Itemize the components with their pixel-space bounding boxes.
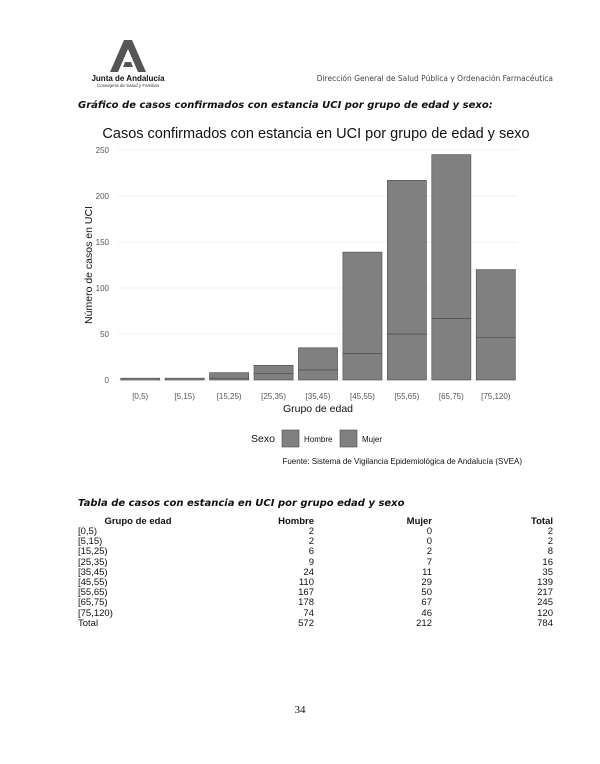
x-tick-label: [45,55) — [349, 392, 375, 401]
cell-total: 8 — [547, 546, 553, 558]
table-row — [78, 568, 553, 578]
table-row — [78, 527, 553, 537]
bar-hombre — [254, 365, 293, 373]
bar-hombre — [298, 348, 337, 370]
cell-male: 74 — [303, 607, 314, 619]
x-tick-label: [0,5) — [132, 392, 149, 401]
cell-female: 212 — [416, 617, 432, 629]
y-tick-label: 100 — [95, 284, 109, 293]
table-total-row — [78, 619, 553, 629]
table-row — [78, 609, 553, 619]
cell-male: 167 — [298, 587, 314, 599]
cell-age-group: [0,5) — [78, 526, 98, 537]
y-tick-label: 250 — [95, 146, 109, 155]
cell-female: 11 — [422, 566, 432, 578]
col-header-male: Hombre — [278, 516, 314, 527]
cell-age-group: [75,120) — [78, 607, 113, 619]
page-number: 34 — [294, 704, 306, 716]
col-header-age-group: Grupo de edad — [104, 516, 172, 527]
chart-section-title: Gráfico de casos confirmados con estancia UCI por grupo de edad y sexo: — [78, 100, 493, 111]
x-tick-label: [55,65) — [394, 392, 420, 401]
bar-mujer — [298, 370, 337, 380]
cell-age-group: [35,45) — [78, 566, 108, 578]
cell-age-group: [15,25) — [78, 546, 108, 558]
cell-age-group: [25,35) — [78, 556, 108, 568]
bar-hombre — [165, 378, 204, 380]
x-tick-label: [5,15) — [174, 392, 195, 401]
cell-male: 2 — [308, 526, 314, 537]
x-tick-label: [75,120) — [481, 392, 511, 401]
bar-hombre — [432, 155, 471, 319]
cell-male: 178 — [298, 597, 314, 609]
table-row — [78, 588, 553, 598]
table-row — [78, 547, 553, 557]
chart-title: Casos confirmados con estancia en UCI por grupo de edad y sexo — [102, 126, 530, 142]
y-tick-label: 150 — [95, 238, 109, 247]
cell-male: 2 — [308, 536, 314, 548]
cell-total: 120 — [537, 607, 553, 619]
cell-female: 7 — [426, 556, 432, 568]
x-tick-label: [35,45) — [305, 392, 331, 401]
table-row — [78, 598, 553, 608]
col-header-total: Total — [531, 516, 553, 527]
bar-mujer — [476, 338, 515, 380]
junta-logo — [88, 40, 168, 88]
bar-mujer — [432, 318, 471, 380]
x-axis-label: Grupo de edad — [282, 403, 354, 415]
cell-female: 2 — [426, 546, 432, 558]
legend-title: Sexo — [251, 433, 275, 445]
cell-female: 67 — [421, 597, 432, 609]
department-header: Dirección General de Salud Pública y Ordenación Farmacéutica — [316, 74, 553, 83]
cell-male: 572 — [298, 617, 314, 629]
icu-cases-table — [78, 516, 553, 629]
y-tick-label: 200 — [95, 192, 109, 201]
legend-label-mujer: Mujer — [362, 435, 383, 444]
logo-subtitle: Consejería de Salud y Familias — [96, 83, 160, 88]
icu-cases-chart — [78, 120, 538, 470]
logo-name: Junta de Andalucía — [91, 74, 165, 83]
cell-age-group: [45,55) — [78, 577, 108, 589]
cell-male: 9 — [308, 556, 314, 568]
col-header-female: Mujer — [406, 516, 432, 527]
legend-swatch-mujer — [340, 430, 357, 447]
cell-female: 29 — [421, 577, 432, 589]
table-header-row — [78, 516, 553, 527]
cell-total: 217 — [537, 587, 553, 599]
cell-total: 2 — [547, 526, 553, 537]
bar-hombre — [476, 270, 515, 338]
bar-hombre — [121, 378, 160, 380]
bar-hombre — [210, 373, 249, 379]
cell-female: 0 — [426, 526, 432, 537]
x-tick-label: [25,35) — [261, 392, 287, 401]
x-tick-label: [65,75) — [438, 392, 464, 401]
bar-mujer — [343, 353, 382, 380]
cell-female: 0 — [426, 536, 432, 548]
cell-total: 245 — [537, 597, 553, 609]
cell-total: 139 — [537, 577, 553, 589]
cell-female: 50 — [421, 587, 432, 599]
legend-swatch-hombre — [282, 430, 299, 447]
cell-age-group: [5,15) — [78, 536, 103, 548]
cell-male: 6 — [308, 546, 314, 558]
cell-total: 784 — [537, 617, 553, 629]
cell-total: 35 — [542, 566, 553, 578]
table-row — [78, 578, 553, 588]
cell-age-group: [55,65) — [78, 587, 108, 599]
y-axis-label: Número de casos en UCI — [83, 206, 95, 324]
cell-age-group: Total — [78, 617, 99, 629]
cell-age-group: [65,75) — [78, 597, 108, 609]
y-tick-label: 50 — [100, 330, 109, 339]
cell-female: 46 — [421, 607, 432, 619]
table-row — [78, 558, 553, 568]
cell-male: 24 — [303, 566, 314, 578]
x-tick-label: [15,25) — [216, 392, 242, 401]
chart-source: Fuente: Sistema de Vigilancia Epidemiológica de Andalucía (SVEA) — [282, 457, 522, 466]
table-row — [78, 537, 553, 547]
junta-a-logo-icon — [110, 40, 146, 72]
bar-hombre — [387, 180, 426, 334]
y-tick-label: 0 — [104, 376, 109, 385]
cell-total: 16 — [542, 556, 553, 568]
bar-mujer — [387, 334, 426, 380]
bar-hombre — [343, 252, 382, 353]
bar-mujer — [254, 374, 293, 380]
cell-male: 110 — [298, 577, 314, 589]
table-section-title: Tabla de casos con estancia en UCI por grupo edad y sexo — [78, 498, 405, 509]
cell-total: 2 — [547, 536, 553, 548]
legend-label-hombre: Hombre — [304, 435, 333, 444]
